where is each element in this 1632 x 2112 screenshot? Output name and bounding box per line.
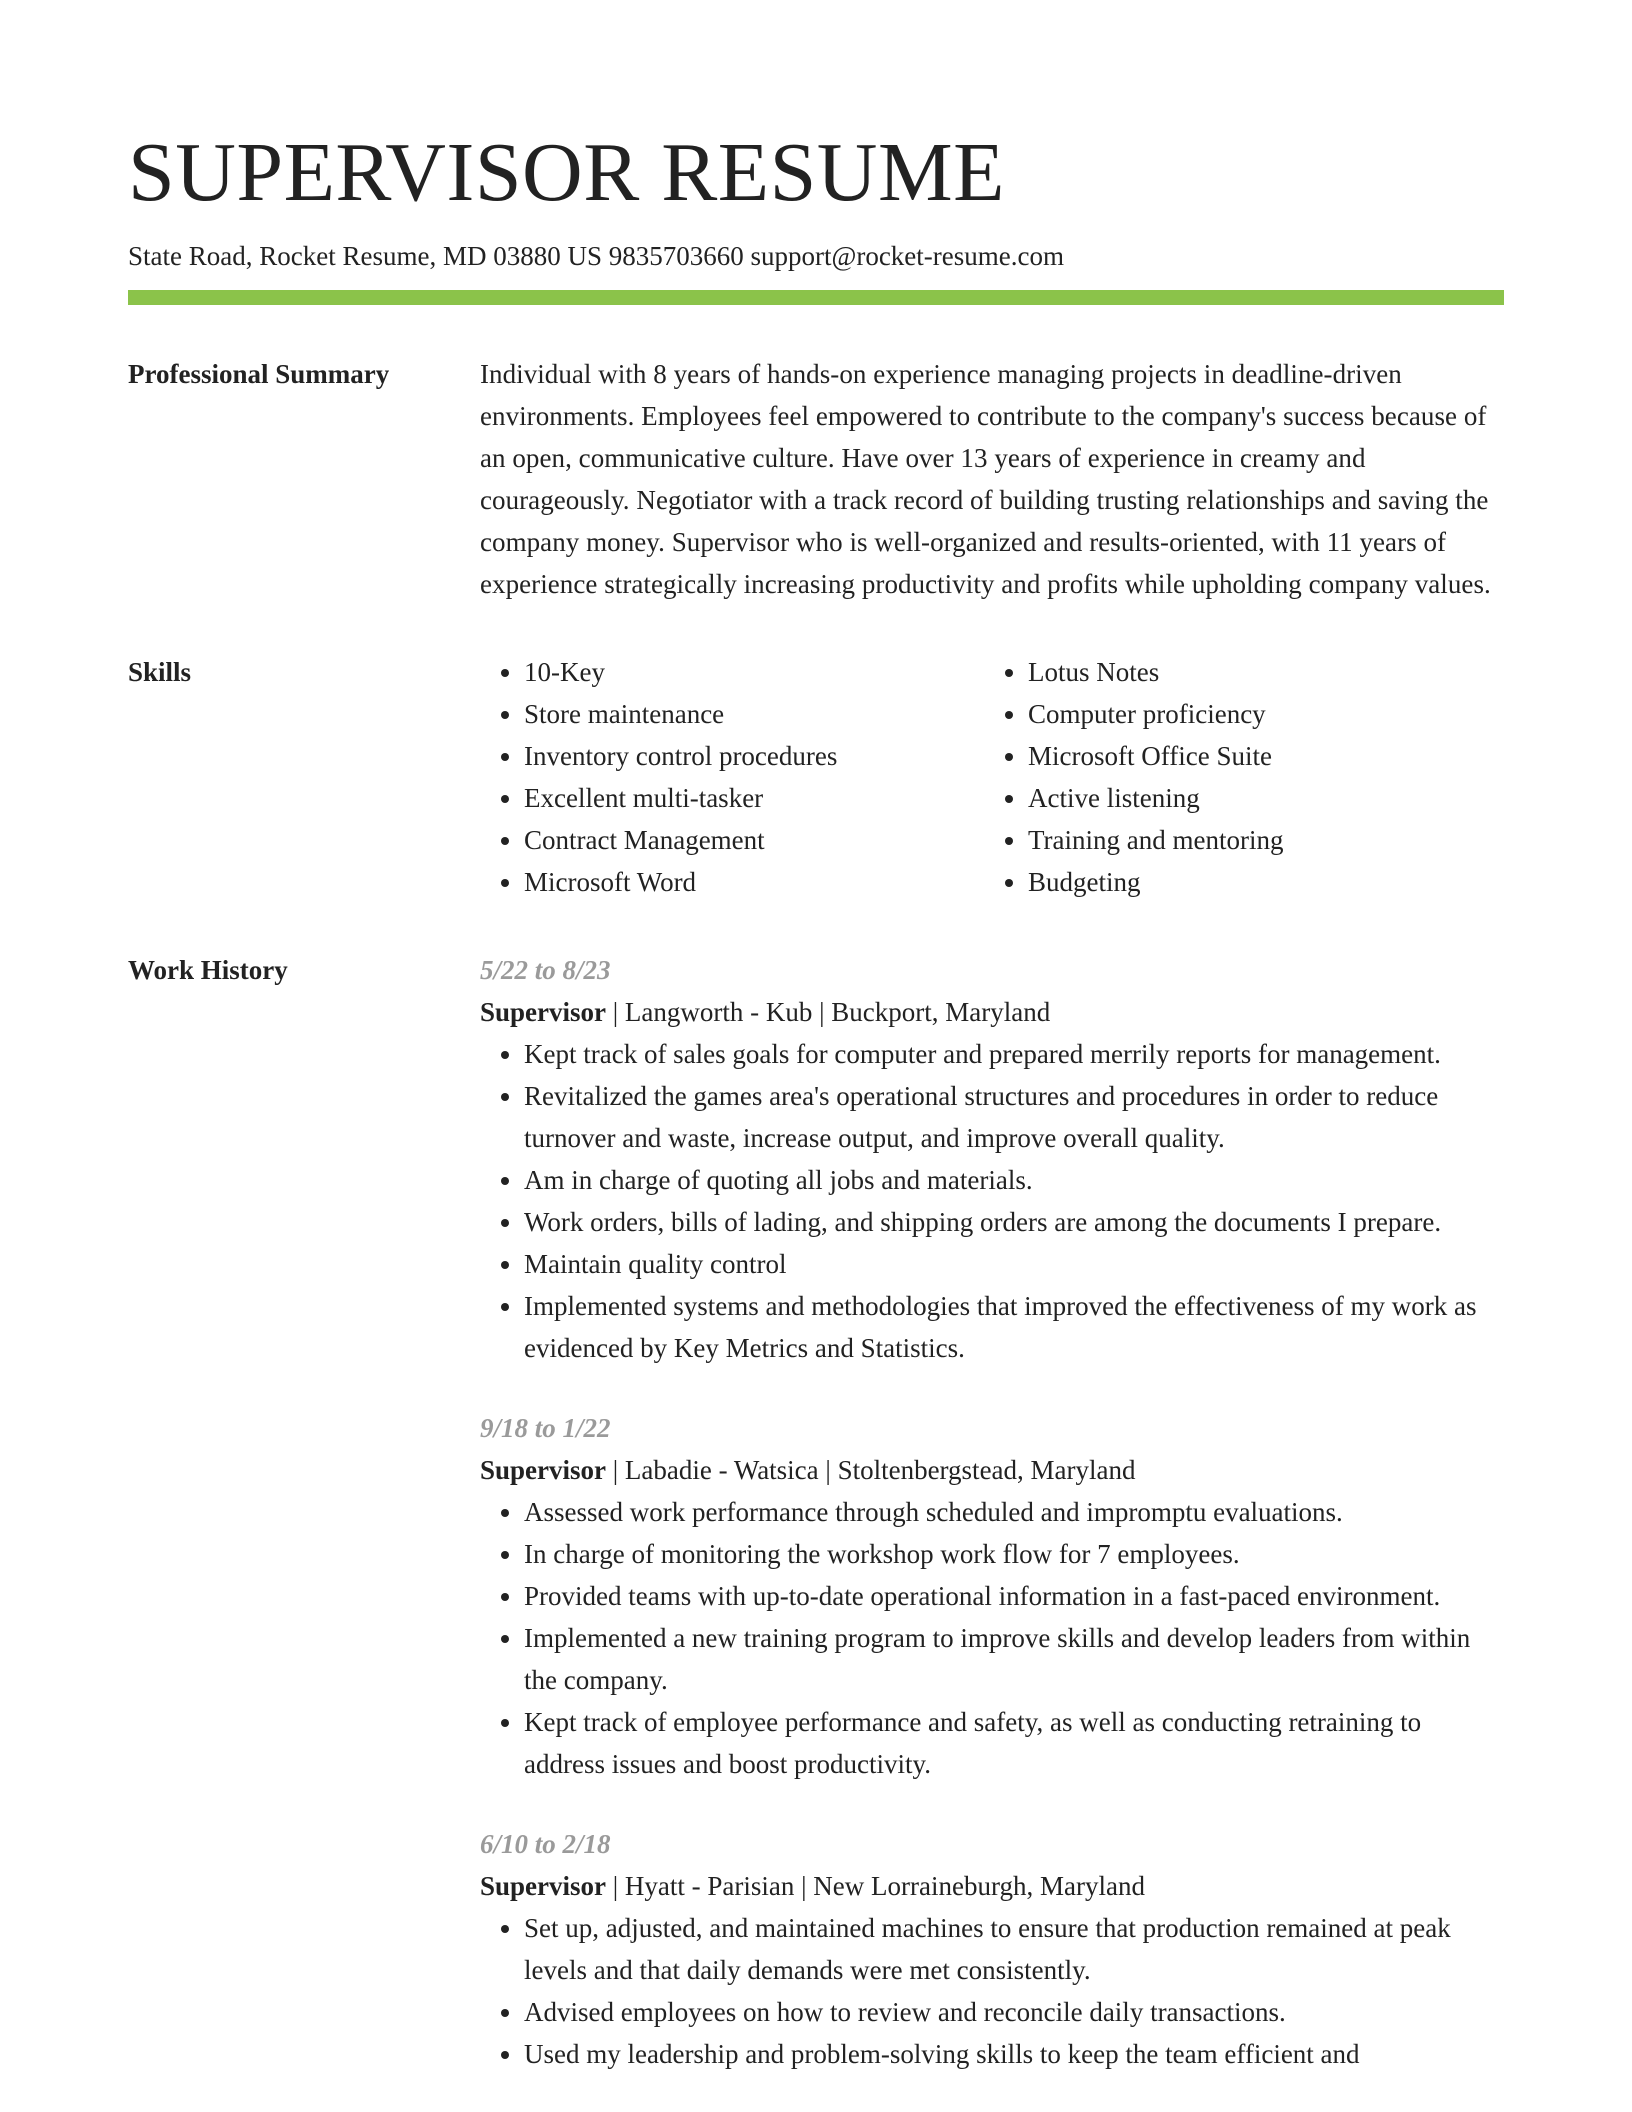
job-bullet: • Provided teams with up-to-date operational information in a fast-paced environment. [524,1575,1504,1617]
contact-line: State Road, Rocket Resume, MD 03880 US 9835703660 support@rocket-resume.com [128,241,1064,271]
summary-text: Individual with 8 years of hands-on experience managing projects in deadline-driven environments. Employees feel empowered to contribute to the company's success because of an open, communicative culture. Have over 13 years of experience in creamy and courageously. Negotiator with a track record of building trusting relationships and saving the company money. Supervisor who is well-organized and results-oriented, with 11 years of experience strategically increasing productivity and profits while upholding company values. [480,359,1491,599]
skills-section [128,651,1504,903]
resume-title: SUPERVISOR RESUME [128,126,1005,219]
job-heading [480,991,1504,1033]
job-entry [480,949,1504,1369]
skill-item: • Lotus Notes [1028,651,1488,693]
skills-list-right [984,651,1488,903]
skill-item: • Computer proficiency [1028,693,1488,735]
job-location: New Lorraineburgh, Maryland [813,1871,1145,1901]
header-divider [128,290,1504,305]
job-dates: 9/18 to 1/22 [480,1413,611,1443]
job-bullet: • Assessed work performance through scheduled and impromptu evaluations. [524,1491,1504,1533]
job-bullet: • Implemented a new training program to improve skills and develop leaders from within the company. [524,1617,1504,1701]
job-bullet: • Implemented systems and methodologies that improved the effectiveness of my work as evidenced by Key Metrics and Statistics. [524,1285,1504,1369]
job-bullet: • Maintain quality control [524,1243,1504,1285]
job-location: Buckport, Maryland [831,997,1051,1027]
job-entry [480,1407,1504,1785]
skill-item: • Microsoft Office Suite [1028,735,1488,777]
work-history-section [128,949,1504,2075]
job-company: Langworth - Kub [624,997,813,1027]
skill-item: • Store maintenance [524,693,984,735]
job-bullet: • Advised employees on how to review and reconcile daily transactions. [524,1991,1504,2033]
job-company: Labadie - Watsica [624,1455,819,1485]
job-separator: | [801,1871,807,1901]
skill-item: • Microsoft Word [524,861,984,903]
job-bullet: • Work orders, bills of lading, and shipping orders are among the documents I prepare. [524,1201,1504,1243]
job-title: Supervisor [480,997,607,1027]
skills-body [480,651,1504,903]
skill-item: • Budgeting [1028,861,1488,903]
job-location: Stoltenbergstead, Maryland [837,1455,1136,1485]
skills-list-left [480,651,984,903]
job-separator: | [612,1455,619,1485]
summary-body [480,353,1504,605]
skill-item: • Excellent multi-tasker [524,777,984,819]
resume-page [128,0,1504,2075]
skill-item: • Active listening [1028,777,1488,819]
job-separator: | [825,1455,831,1485]
job-bullet: • Am in charge of quoting all jobs and materials. [524,1159,1504,1201]
work-history-body [480,949,1504,2075]
job-bullets [480,1907,1504,2075]
job-bullet: • Set up, adjusted, and maintained machines to ensure that production remained at peak levels and that daily demands were met consistently. [524,1907,1504,1991]
job-dates: 6/10 to 2/18 [480,1829,611,1859]
summary-section [128,353,1504,605]
skill-item: • Inventory control procedures [524,735,984,777]
job-dates: 5/22 to 8/23 [480,955,611,985]
skill-item: • Contract Management [524,819,984,861]
job-bullet: • Kept track of employee performance and safety, as well as conducting retraining to address issues and boost productivity. [524,1701,1504,1785]
job-bullet: • Revitalized the games area's operational structures and procedures in order to reduce turnover and waste, increase output, and improve overall quality. [524,1075,1504,1159]
job-company: Hyatt - Parisian [624,1871,795,1901]
job-bullet: • Kept track of sales goals for computer and prepared merrily reports for management. [524,1033,1504,1075]
skill-item: • 10-Key [524,651,984,693]
job-heading [480,1865,1504,1907]
section-label-summary: Professional Summary [128,359,390,389]
job-separator: | [819,997,825,1027]
job-bullets [480,1491,1504,1785]
section-label-work-history: Work History [128,955,288,985]
job-separator: | [612,997,619,1027]
skill-item: • Training and mentoring [1028,819,1488,861]
job-heading [480,1449,1504,1491]
job-bullets [480,1033,1504,1369]
job-bullet: • In charge of monitoring the workshop work flow for 7 employees. [524,1533,1504,1575]
job-separator: | [612,1871,619,1901]
job-entry [480,1823,1504,2075]
job-bullet: • Used my leadership and problem-solving skills to keep the team efficient and [524,2033,1504,2075]
job-title: Supervisor [480,1871,607,1901]
section-label-skills: Skills [128,657,192,687]
job-title: Supervisor [480,1455,607,1485]
